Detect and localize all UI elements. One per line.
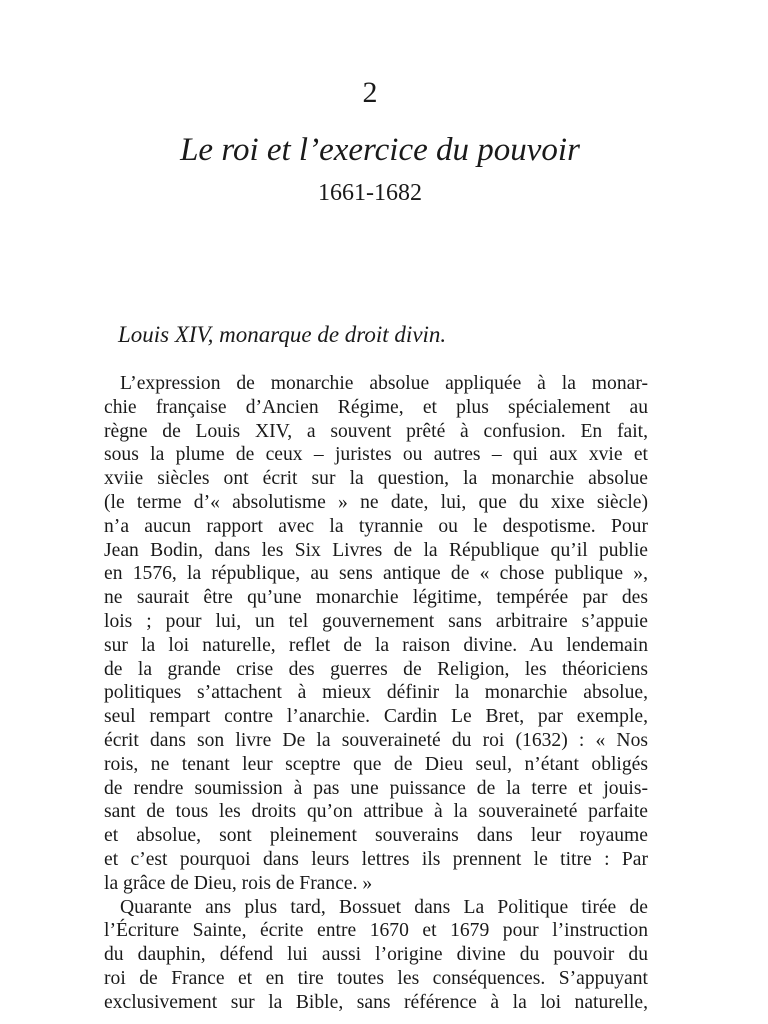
text-line: en 1576, la république, au sens antique de « chose publique », xyxy=(104,563,648,585)
text-line: lois ; pour lui, un tel gouvernement sans arbitraire s’appuie xyxy=(104,610,648,632)
text-line: règne de Louis XIV, a souvent prêté à confusion. En fait, xyxy=(104,420,648,442)
section-heading: Louis XIV, monarque de droit divin. xyxy=(118,322,447,347)
text-line: la grâce de Dieu, rois de France. » xyxy=(104,872,373,894)
text-line: politiques s’attachent à mieux définir la monarchie absolue, xyxy=(104,682,648,704)
text-line: de rendre soumission à pas une puissance de la terre et jouis- xyxy=(104,777,648,799)
text-line: xviie siècles ont écrit sur la question, la monarchie absolue xyxy=(104,468,648,490)
text-line: n’a aucun rapport avec la tyrannie ou le despotisme. Pour xyxy=(104,515,648,537)
text-line: sur la loi naturelle, reflet de la raison divine. Au lendemain xyxy=(104,634,648,656)
text-line: écrit dans son livre De la souveraineté du roi (1632) : « Nos xyxy=(104,729,648,751)
chapter-number: 2 xyxy=(362,76,378,109)
text-line: sant de tous les droits qu’on attribue à la souveraineté parfaite xyxy=(104,801,648,823)
text-line: ne saurait être qu’une monarchie légitime, tempérée par des xyxy=(104,587,648,609)
text-line: roi de France et en tire toutes les conséquences. S’appuyant xyxy=(104,967,648,989)
text-line: de la grande crise des guerres de Religion, les théoriciens xyxy=(104,658,648,680)
text-line: chie française d’Ancien Régime, et plus spécialement au xyxy=(104,396,648,418)
text-line: L’expression de monarchie absolue appliquée à la monar- xyxy=(120,373,648,394)
text-line: seul rempart contre l’anarchie. Cardin Le Bret, par exemple, xyxy=(104,706,648,728)
text-line: exclusivement sur la Bible, sans référence à la loi naturelle, xyxy=(104,991,648,1013)
text-line: sous la plume de ceux – juristes ou autres – qui aux xvie et xyxy=(104,444,648,466)
text-line: Quarante ans plus tard, Bossuet dans La Politique tirée de xyxy=(120,896,648,918)
text-line: rois, ne tenant leur sceptre que de Dieu seul, n’étant obligés xyxy=(104,753,648,775)
text-line: l’Écriture Sainte, écrite entre 1670 et 1679 pour l’instruction xyxy=(104,920,648,942)
text-line: et c’est pourquoi dans leurs lettres ils prennent le titre : Par xyxy=(104,848,648,870)
text-line: (le terme d’« absolutisme » ne date, lui, que du xixe siècle) xyxy=(104,491,648,513)
chapter-dates: 1661-1682 xyxy=(318,180,422,206)
chapter-title: Le roi et l’exercice du pouvoir xyxy=(180,132,580,168)
text-line: Jean Bodin, dans les Six Livres de la République qu’il publie xyxy=(104,539,648,561)
text-line: et absolue, sont pleinement souverains dans leur royaume xyxy=(104,825,648,847)
text-line: du dauphin, défend lui aussi l’origine divine du pouvoir du xyxy=(104,944,648,966)
body-text xyxy=(104,372,648,1015)
